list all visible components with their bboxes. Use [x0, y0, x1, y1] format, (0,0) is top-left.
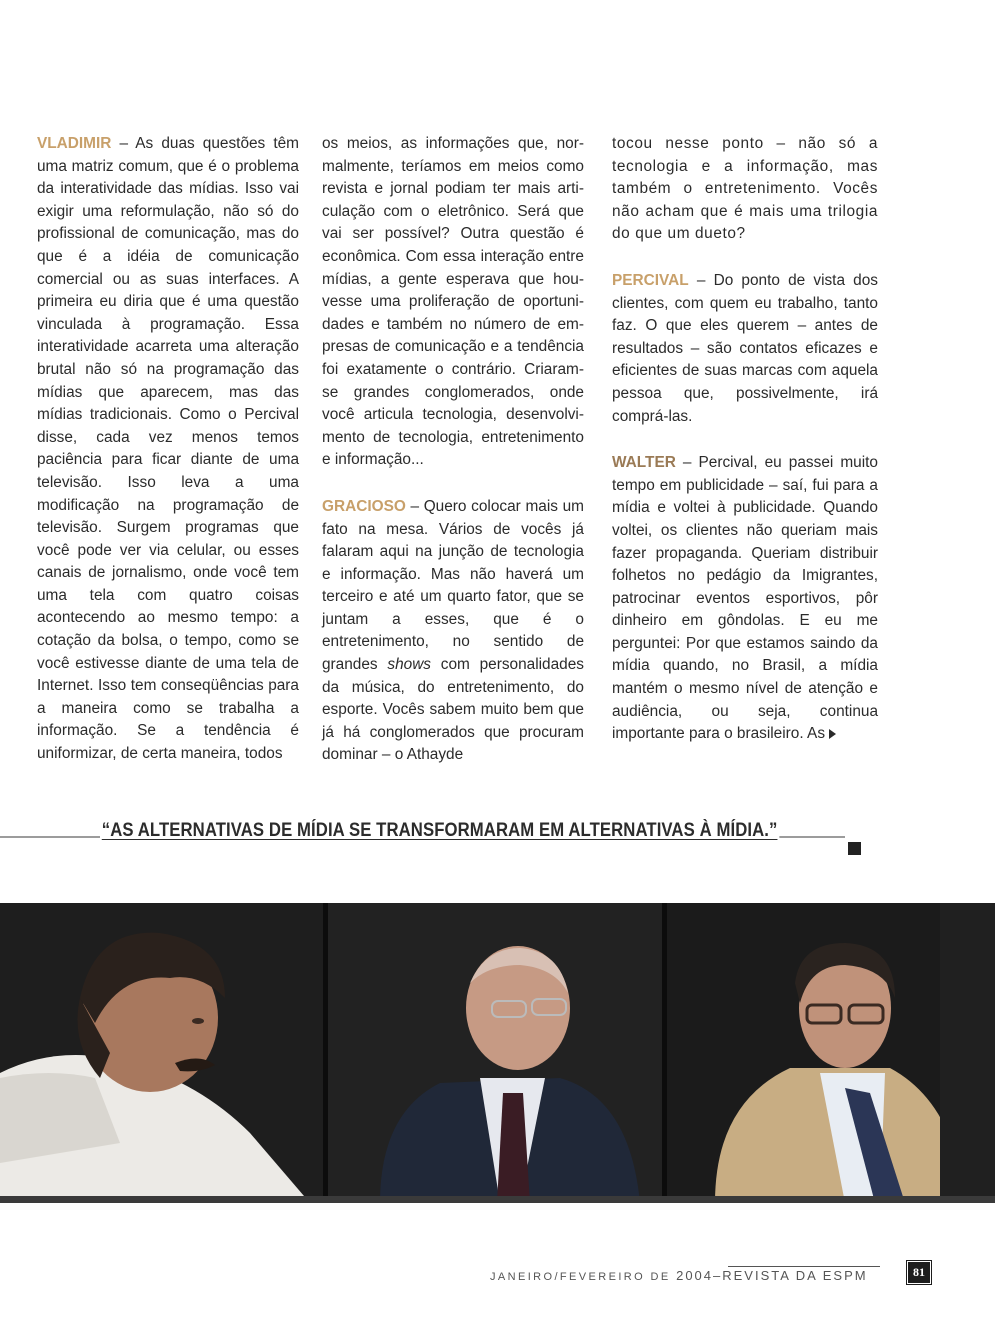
emphasis-shows: shows	[387, 656, 431, 674]
continue-arrow-icon	[829, 729, 836, 739]
page-footer	[490, 1262, 930, 1288]
end-square-icon	[848, 842, 861, 855]
footer-magazine: 2004–REVISTA DA ESPM	[676, 1268, 868, 1283]
paragraph-percival	[612, 270, 878, 428]
paragraph-text: os meios, as informações que, normalmente, teríamos em meios como revista e jornal podiam ter mais articulação com o eletrônico. Será que vai ser possível? Outra questão é econômica. Com essa interação entre mídias, a gente esperava que houvesse uma proliferação de oportunidades e também no número de empresas de comunicação e a tendência foi exatamente o contrário. Criaram-se grandes conglomerados, onde você articula tecnologia, desenvolvimento de tecnologia, entretenimento e informação...	[322, 135, 584, 469]
article-column-1	[37, 133, 299, 790]
page-number: 81	[908, 1262, 930, 1283]
paragraph-walter	[612, 452, 878, 746]
speaker-vladimir: VLADIMIR	[37, 135, 112, 152]
panelists-illustration	[0, 903, 995, 1203]
paragraph-text: – As duas questões têm uma matriz comum, que é o problema da interatividade das mídias. Isso vai exigir uma reformulação, não só do profissional de comunicação, mas do que é a idéia de comunicação comercial ou as suas interfaces. A primeira eu diria que é uma questão vinculada à programação. Essa interatividade acarreta uma alteração brutal não só na programação das mídias que aparecem, mas das mídias tradicionais. Como o Percival disse, cada vez menos temos paciência para ficar diante de uma televisão. Isso leva a uma modificação na programação de televisão. Surgem programas que você pode ver via celular, ou esses canais de jornalismo, onde você tem uma tela com quatro coisas acontecendo ao mesmo tempo: a cotação da bolsa, o tempo, como se você estivesse diante de uma tela de Internet. Isso tem conseqüências para a maneira como se trabalha a informação. Se a tendência é uniformizar, de certa maneira, todos	[37, 135, 299, 763]
footer-issue	[490, 1268, 868, 1283]
footer-rule	[728, 1266, 880, 1267]
speaker-walter: WALTER	[612, 454, 676, 472]
speaker-gracioso: GRACIOSO	[322, 497, 406, 515]
speaker-percival: PERCIVAL	[612, 271, 689, 289]
paragraph-continuation	[322, 133, 584, 472]
paragraph-text: tocou nesse ponto – não só a tecnologia e a informação, mas também o entretenimento. Vocês não acham que é mais uma trilogia do que um dueto?	[612, 135, 878, 243]
paragraph-text: – Quero colocar mais um fato na mesa. Vários de vocês já falaram aqui na junção de tecnologia e informação. Mas não haverá um terceiro e até um quarto fator, que se juntam a esses, que é o entretenimento, no sentido de grandes	[322, 497, 584, 674]
panelists-photo	[0, 903, 995, 1203]
paragraph-text: – Percival, eu passei muito tempo em publicidade – saí, fui para a mídia e voltei à publicidade. Quando voltei, os clientes não queriam mais fazer propaganda. Queriam distribuir folhetos no pedágio da Imigrantes, patrocinar eventos esportivos, pôr dinheiro em gôndolas. E eu me perguntei: Por que estamos saindo da mídia quando, no Brasil, a mídia mantém o mesmo nível de atenção e audiência, ou seja, continua importante para o brasileiro. As	[612, 454, 878, 743]
paragraph-vladimir	[37, 133, 299, 766]
footer-issue-date: JANEIRO/FEVEREIRO DE	[490, 1271, 677, 1283]
paragraph-text: – Do ponto de vista dos clientes, com quem eu trabalho, tanto faz. O que eles querem – antes de resultados – são contatos eficazes e eficientes de suas marcas com aquela pessoa que, possivelmente, irá comprá-las.	[612, 271, 878, 425]
paragraph-gracioso	[322, 496, 584, 767]
pull-quote	[0, 816, 870, 856]
pull-quote-text: “AS ALTERNATIVAS DE MÍDIA SE TRANSFORMARAM EM ALTERNATIVAS À MÍDIA.”	[101, 820, 778, 841]
article-column-2	[322, 133, 584, 791]
article-column-3	[612, 133, 878, 770]
paragraph-text: com personalidades da música, do entretenimento, do esporte. Vocês sabem muito bem que já há conglomerados que procuram dominar – o Athayde	[322, 656, 584, 764]
paragraph-continuation	[612, 133, 878, 246]
